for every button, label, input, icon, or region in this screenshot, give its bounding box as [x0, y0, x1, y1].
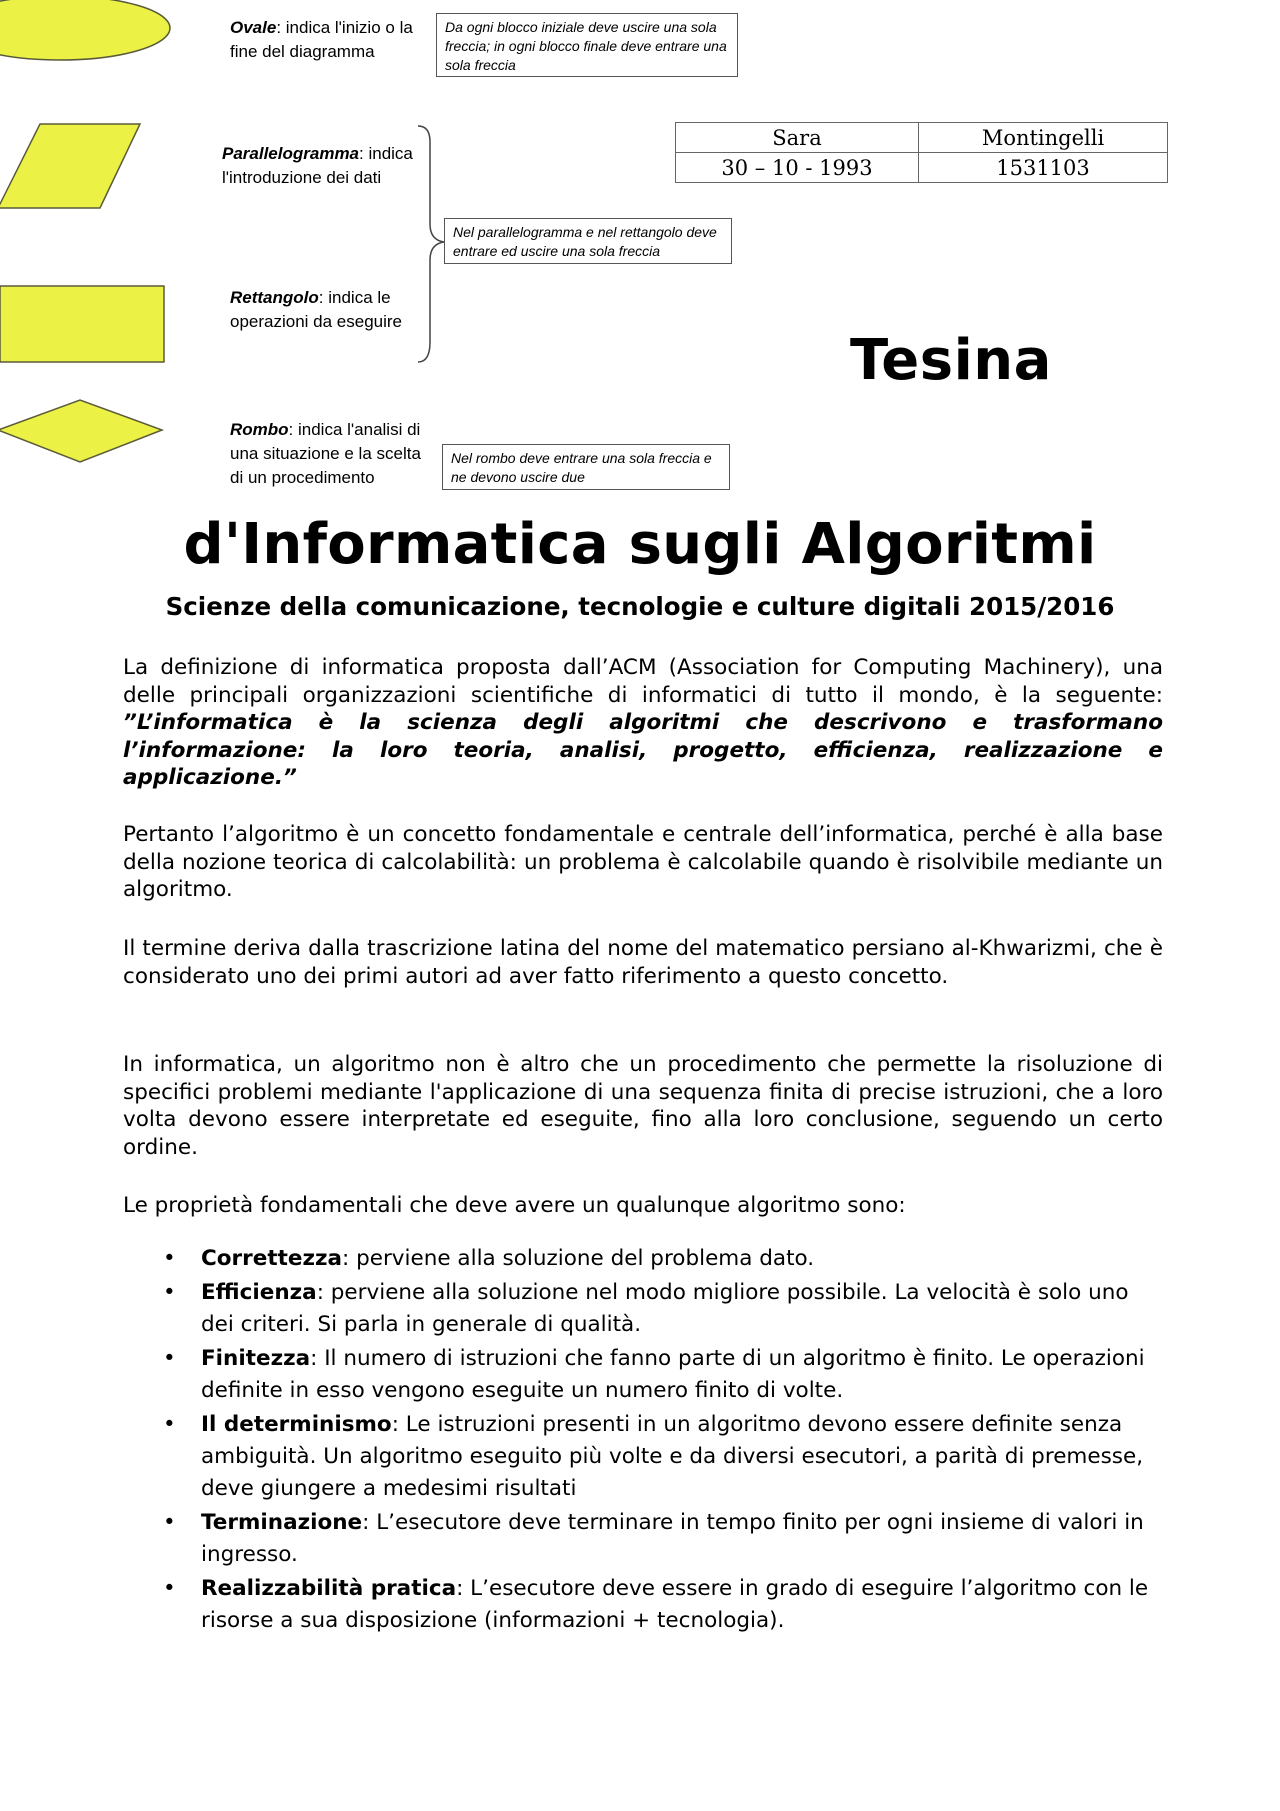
acm-quote: ”L’informatica è la scienza degli algoritmi che descrivono e trasformano l’informazione: la loro teoria, analisi, progetto, efficienza, realizzazione e applicazione.” — [123, 710, 1163, 790]
list-item — [123, 1573, 1163, 1637]
bullet-icon: • — [163, 1246, 176, 1271]
legend-oval-note — [436, 13, 738, 77]
property-desc: : L’esecutore deve essere in grado di eseguire l’algoritmo con le risorse a sua disposizione (informazioni + tecnologia). — [201, 1576, 1149, 1633]
property-term: Finitezza — [201, 1346, 311, 1371]
page-subtitle: Scienze della comunicazione, tecnologie e culture digitali 2015/2016 — [165, 592, 1115, 621]
legend-rectangle-desc: : indica le operazioni da eseguire — [230, 288, 403, 331]
paragraph-definition — [123, 654, 1163, 792]
list-item — [123, 1507, 1163, 1571]
birthdate-cell: 30 – 10 - 1993 — [676, 153, 919, 183]
property-desc: : perviene alla soluzione nel modo migliore possibile. La velocità è solo uno dei criteri. Si parla in generale di qualità. — [201, 1280, 1129, 1337]
legend-parallelogram-label — [222, 142, 422, 190]
legend-rhombus-label — [230, 418, 435, 490]
id-number-cell: 1531103 — [919, 153, 1168, 183]
bullet-icon: • — [163, 1280, 176, 1305]
bullet-icon: • — [163, 1576, 176, 1601]
table-row — [676, 123, 1168, 153]
bullet-icon: • — [163, 1346, 176, 1371]
legend-rhombus-note — [442, 444, 730, 490]
legend-oval-desc: : indica l'inizio o la fine del diagramma — [230, 18, 413, 61]
property-desc: : L’esecutore deve terminare in tempo finito per ogni insieme di valori in ingresso. — [201, 1510, 1144, 1567]
name-cell: Sara — [676, 123, 919, 153]
paragraph-definition-cs: In informatica, un algoritmo non è altro che un procedimento che permette la risoluzione di specifici problemi mediante l'applicazione di una sequenza finita di precise istruzioni, che a loro volta devono essere interpretate ed eseguite, fino alla loro conclusione, seguendo un certo ordine. — [123, 1052, 1163, 1160]
property-desc: : Le istruzioni presenti in un algoritmo devono essere definite senza ambiguità. Un algoritmo eseguito più volte e da diversi esecutori, a parità di premesse, deve giungere a medesimi risultati — [201, 1412, 1144, 1501]
property-desc: : perviene alla soluzione del problema dato. — [342, 1246, 815, 1271]
curly-brace-icon — [412, 124, 448, 364]
legend-rhombus-note-text: Nel rombo deve entrare una sola freccia e ne devono uscire due — [451, 450, 712, 485]
bullet-icon: • — [163, 1412, 176, 1437]
legend-oval-label — [230, 16, 430, 64]
paragraph-algorithm-concept: Pertanto l’algoritmo è un concetto fondamentale e centrale dell’informatica, perché è alla base della nozione teorica di calcolabilità: un problema è calcolabile quando è risolvibile mediante un algoritmo. — [123, 822, 1163, 902]
table-row — [676, 153, 1168, 183]
page-title: d'Informatica sugli Algoritmi — [183, 512, 1097, 577]
legend-rhombus-term: Rombo — [230, 420, 289, 439]
legend-oval-term: Ovale — [230, 18, 277, 37]
list-item — [123, 1277, 1163, 1341]
paragraph-properties-intro: Le proprietà fondamentali che deve avere un qualunque algoritmo sono: — [123, 1193, 906, 1218]
student-info-table — [675, 122, 1168, 183]
property-term: Realizzabilità pratica — [201, 1576, 457, 1601]
property-desc: : Il numero di istruzioni che fanno parte di un algoritmo è finito. Le operazioni definite in esso vengono eseguite un numero finito di volte. — [201, 1346, 1145, 1403]
list-item — [123, 1243, 1163, 1275]
legend-shared-note-text: Nel parallelogramma e nel rettangolo deve entrare ed uscire una sola freccia — [453, 224, 717, 259]
paragraph-definition-intro: La definizione di informatica proposta dall’ACM (Association for Computing Machinery), una delle principali organizzazioni scientifiche di informatici di tutto il mondo, è la seguente: — [123, 655, 1163, 708]
legend-rectangle-label — [230, 286, 435, 334]
list-item — [123, 1409, 1163, 1505]
property-term: Efficienza — [201, 1280, 317, 1305]
legend-shared-note — [444, 218, 732, 264]
rectangle-shape — [0, 286, 164, 362]
parallelogram-shape — [0, 124, 140, 208]
property-term: Terminazione — [201, 1510, 363, 1535]
rhombus-shape — [0, 400, 162, 462]
oval-shape — [0, 0, 170, 60]
properties-list — [123, 1243, 1163, 1639]
bullet-icon: • — [163, 1510, 176, 1535]
legend-rhombus-desc: : indica l'analisi di una situazione e la scelta di un procedimento — [230, 420, 421, 487]
legend-parallelogram-term: Parallelogramma — [222, 144, 360, 163]
list-item — [123, 1343, 1163, 1407]
flowchart-shapes — [0, 0, 200, 480]
legend-parallelogram-desc: : indica l'introduzione dei dati — [222, 144, 413, 187]
legend-rectangle-term: Rettangolo — [230, 288, 319, 307]
surname-cell: Montingelli — [919, 123, 1168, 153]
property-term: Il determinismo — [201, 1412, 392, 1437]
legend-oval-note-text: Da ogni blocco iniziale deve uscire una sola freccia; in ogni blocco finale deve entrare una sola freccia — [445, 19, 727, 73]
property-term: Correttezza — [201, 1246, 343, 1271]
title-tesina: Tesina — [850, 328, 1052, 393]
paragraph-etymology: Il termine deriva dalla trascrizione latina del nome del matematico persiano al-Khwarizmi, che è considerato uno dei primi autori ad aver fatto riferimento a questo concetto. — [123, 936, 1163, 989]
